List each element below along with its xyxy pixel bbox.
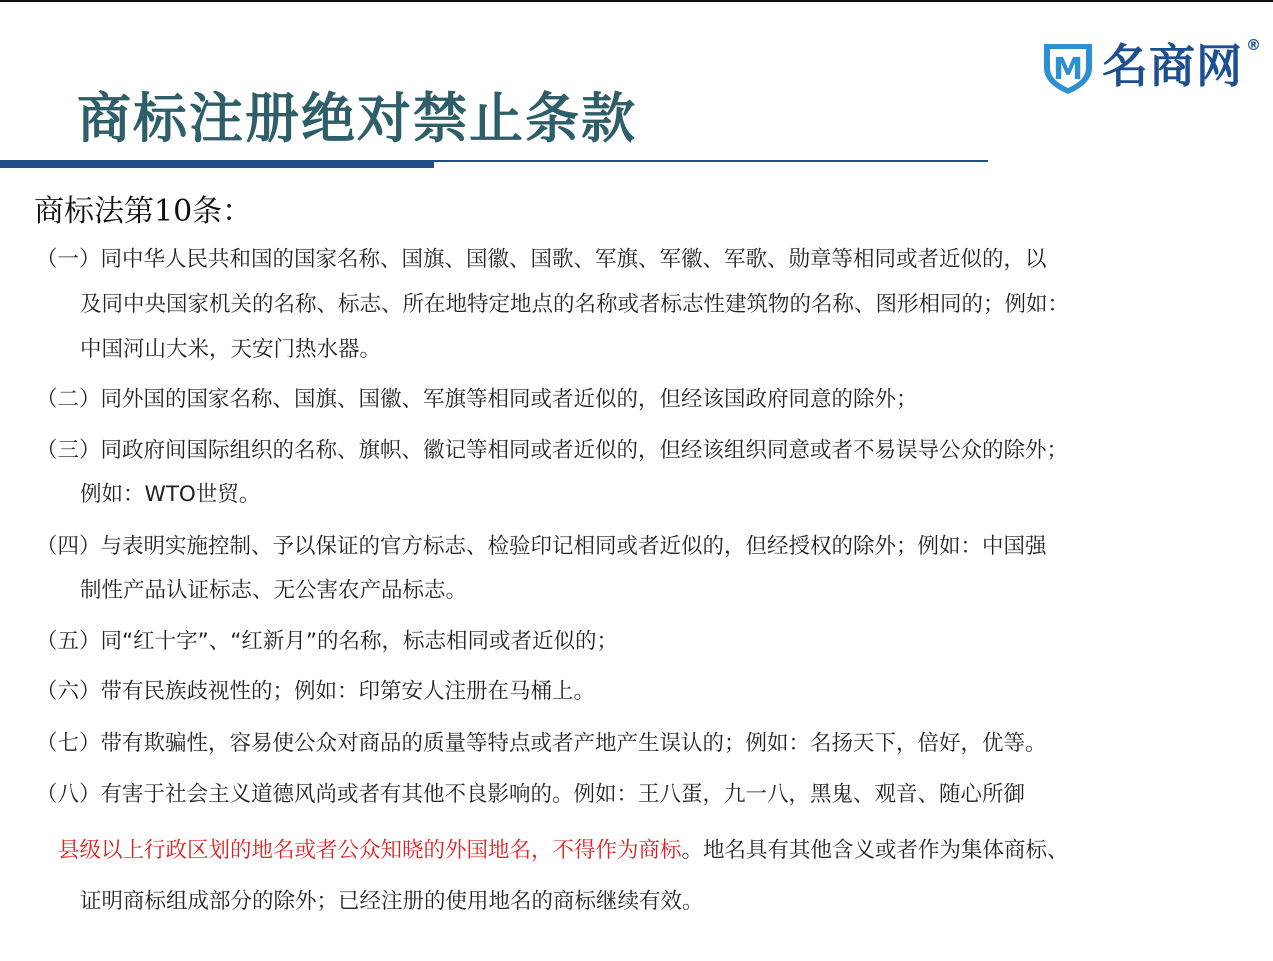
brand-logo	[1040, 38, 1265, 98]
note-rest: 。地名具有其他含义或者作为集体商标、	[681, 838, 1069, 863]
note-highlight: 县级以上行政区划的地名或者公众知晓的外国地名，不得作为商标	[58, 838, 682, 863]
title-underline-thin	[434, 160, 988, 162]
clause-1-line-1: （一）同中华人民共和国的国家名称、国旗、国徽、国歌、军旗、军徽、军歌、勋章等相同或者近似的，以	[36, 247, 1047, 272]
clause-3-line-2: 例如：WTO世贸。	[80, 482, 261, 507]
shield-m-icon	[1040, 38, 1096, 96]
page-title: 商标注册绝对禁止条款	[77, 87, 637, 150]
title-underline-thick	[0, 160, 434, 168]
note-line-2: 证明商标组成部分的除外；已经注册的使用地名的商标继续有效。	[80, 889, 704, 914]
clause-4-line-1: （四）与表明实施控制、予以保证的官方标志、检验印记相同或者近似的，但经授权的除外；例如：中国强	[36, 534, 1047, 559]
article-heading: 商标法第10条：	[34, 194, 253, 229]
clause-2-line-1: （二）同外国的国家名称、国旗、国徽、军旗等相同或者近似的，但经该国政府同意的除外；	[36, 387, 918, 412]
clause-4-line-2: 制性产品认证标志、无公害农产品标志。	[80, 578, 468, 603]
clause-1-line-2: 及同中央国家机关的名称、标志、所在地特定地点的名称或者标志性建筑物的名称、图形相同的；例如：	[80, 292, 1070, 317]
clause-7-line-1: （七）带有欺骗性，容易使公众对商品的质量等特点或者产地产生误认的；例如：名扬天下，倍好，优等。	[36, 731, 1047, 756]
brand-name: 名商网	[1102, 39, 1243, 93]
svg-text:M: M	[1053, 52, 1083, 87]
registered-mark: ®	[1246, 36, 1261, 54]
note-line-1	[58, 836, 1069, 866]
clause-6-line-1: （六）带有民族歧视性的；例如：印第安人注册在马桶上。	[36, 679, 596, 704]
top-border	[0, 0, 1273, 2]
clause-5-line-1: （五）同“红十字”、“红新月”的名称，标志相同或者近似的；	[36, 629, 619, 654]
clause-1-line-3: 中国河山大米，天安门热水器。	[80, 337, 382, 362]
clause-3-line-1: （三）同政府间国际组织的名称、旗帜、徽记等相同或者近似的，但经该组织同意或者不易误导公众的除外；	[36, 438, 1069, 463]
clause-8-line-1: （八）有害于社会主义道德风尚或者有其他不良影响的。例如：王八蛋，九一八，黑鬼、观音、随心所御	[36, 782, 1026, 807]
